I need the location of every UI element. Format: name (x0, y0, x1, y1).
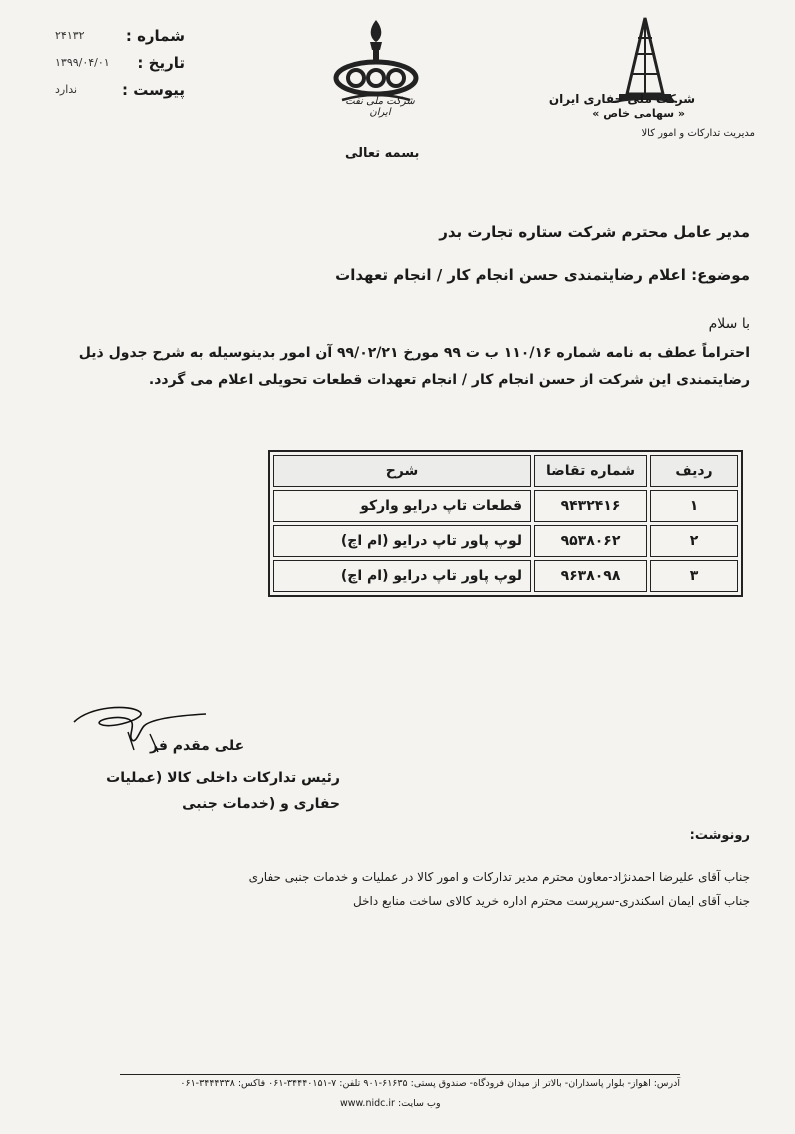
row-number: ۱ (650, 490, 738, 522)
header-request-number: شماره تقاضا (534, 455, 647, 487)
date-row (55, 49, 185, 76)
items-table (268, 450, 743, 597)
item-description: لوپ پاور تاپ درایو (ام اچ) (273, 560, 531, 592)
date-value: ۱۳۹۹/۰۴/۰۱ (55, 56, 110, 69)
request-number: ۹۵۳۸۰۶۲ (534, 525, 647, 557)
number-row (55, 22, 185, 49)
table-row (273, 560, 738, 592)
attachment-label: پیوست : (121, 80, 185, 99)
request-number: ۹۶۳۸۰۹۸ (534, 560, 647, 592)
addressee: مدیر عامل محترم شرکت ستاره تجارت بدر (439, 223, 750, 241)
copy-recipient: جناب آقای علیرضا احمدنژاد-معاون محترم مدیر تدارکات و امور کالا در عملیات و خدمات جنبی حفاری (248, 870, 750, 884)
header-description: شرح (273, 455, 531, 487)
header-row-number: ردیف (650, 455, 738, 487)
date-label: تاریخ : (137, 53, 185, 72)
table-row (273, 525, 738, 557)
copy-recipient: جناب آقای ایمان اسکندری-سرپرست محترم اداره خرید کالای ساخت منابع داخل (352, 894, 750, 908)
department-name: مدیریت تدارکات و امور کالا (641, 128, 755, 139)
footer-address: آدرس: اهواز- بلوار پاسداران- بالاتر از میدان فرودگاه- صندوق پستی: ۶۱۶۳۵-۹۰۱ تلفن: ۷-۳۴۴۴۰۱۵۱-۰۶۱ فاکس: ۳۴۴۴۳۳۸-۰۶۱ (180, 1078, 680, 1089)
row-number: ۳ (650, 560, 738, 592)
oil-logo-caption: شرکت ملی نفت ایران (345, 96, 415, 118)
footer-website: وب سایت: www.nidc.ir (340, 1098, 441, 1109)
footer-divider (120, 1074, 680, 1075)
letter-body: احتراماً عطف به نامه شماره ۱۱۰/۱۶ ب ت ۹۹ مورخ ۹۹/۰۲/۲۱ آن امور بدینوسیله به شرح جدول ذیل رضایتمندی این شرکت از حسن انجام کار / انجام تعهدات قطعات تحویلی اعلام می گردد. (78, 345, 750, 388)
company-name: شرکت ملی حفاری ایران (548, 92, 695, 106)
signer-title: رئیس تدارکات داخلی کالا (عملیات حفاری و (خدمات جنبی (106, 770, 340, 812)
attachment-value: ندارد (55, 83, 78, 96)
greeting: با سلام (708, 316, 750, 332)
company-type: « سهامی خاص » (592, 107, 685, 120)
subject-line: موضوع: اعلام رضایتمندی حسن انجام کار / انجام تعهدات (335, 266, 750, 284)
item-description: لوپ پاور تاپ درایو (ام اچ) (273, 525, 531, 557)
attachment-row (55, 76, 185, 103)
table-header-row (273, 455, 738, 487)
signer-name: علی مقدم فر (150, 738, 245, 754)
request-number: ۹۴۳۲۴۱۶ (534, 490, 647, 522)
row-number: ۲ (650, 525, 738, 557)
invocation: بسمه تعالی (345, 146, 420, 161)
copies-label: رونوشت: (689, 828, 750, 843)
number-value: ۲۴۱۳۲ (55, 29, 85, 42)
number-label: شماره : (125, 26, 185, 45)
item-description: قطعات تاپ درایو وارکو (273, 490, 531, 522)
letter-meta (55, 22, 185, 103)
table-row (273, 490, 738, 522)
